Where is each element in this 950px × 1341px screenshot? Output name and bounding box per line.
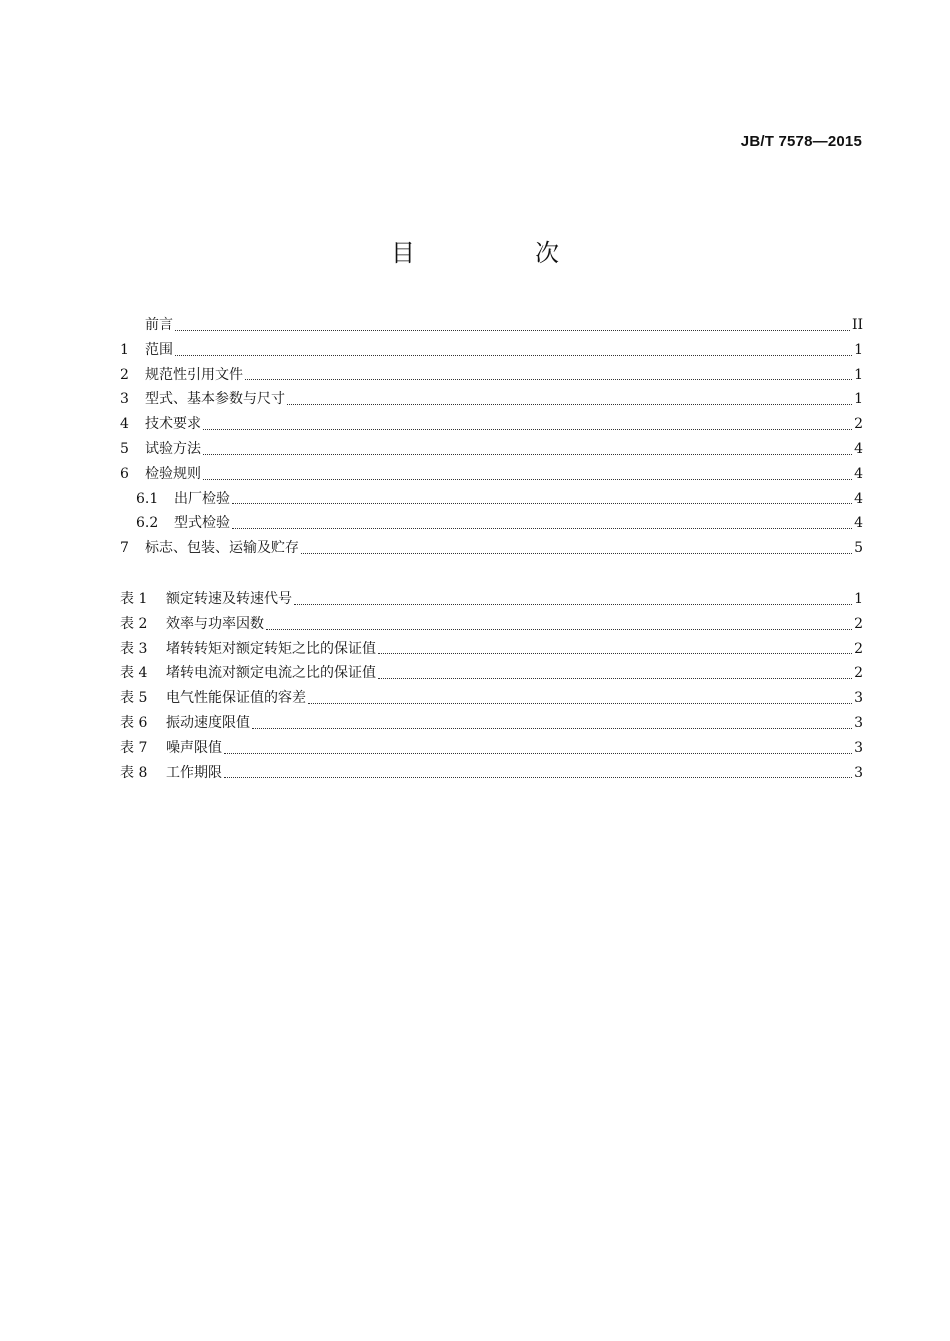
toc-entry-page: 4 [854,515,863,532]
table-title: 噪声限值 [166,739,222,756]
toc-entry-page: II [851,317,863,333]
table-number: 表 7 [120,739,148,756]
table-title: 堵转转矩对额定转矩之比的保证值 [166,640,376,657]
toc-entry-label: 型式检验 [174,515,230,532]
table-page: 2 [854,640,863,657]
table-page: 2 [854,615,863,632]
leader-dots [245,378,852,380]
table-page: 1 [854,591,863,607]
toc-entry-number: 6 [120,465,129,482]
toc-entry[interactable] [120,363,863,388]
leader-dots [294,603,852,605]
table-page: 3 [854,764,863,781]
leader-dots [224,776,852,778]
toc-table-entry[interactable] [120,637,863,662]
table-page: 3 [854,714,863,731]
toc-entry-label: 规范性引用文件 [145,366,243,383]
toc-entry-label: 型式、基本参数与尺寸 [145,391,285,408]
toc-entry[interactable] [120,437,863,462]
toc-entry-number: 4 [120,416,129,433]
toc-entry-page: 5 [854,540,863,557]
toc-table-entry[interactable] [120,587,863,612]
table-number: 表 6 [120,714,148,731]
table-number: 表 8 [120,764,148,781]
table-title: 效率与功率因数 [166,615,264,632]
toc-entry-page: 4 [854,465,863,482]
toc-subentry[interactable] [120,487,863,512]
toc-entry[interactable] [120,387,863,412]
toc-entry-label: 技术要求 [145,416,201,433]
toc-entry-number: 1 [120,341,129,358]
toc-entry-number: 7 [120,540,129,557]
leader-dots [203,428,852,430]
toc-entry-page: 1 [854,366,863,383]
leader-dots [203,453,852,455]
table-page: 3 [854,690,863,707]
leader-dots [203,478,852,480]
toc-tables-list [120,587,863,785]
leader-dots [232,527,852,529]
toc-entry-label: 出厂检验 [174,490,230,507]
leader-dots [378,652,852,654]
leader-dots [266,628,852,630]
toc-entry-page: 1 [854,391,863,408]
leader-dots [287,403,852,405]
leader-dots [301,552,852,554]
table-page: 3 [854,739,863,756]
toc-title: 目 次 [391,239,607,267]
toc-entry-page: 4 [854,490,863,507]
toc-table-entry[interactable] [120,612,863,637]
toc-entry-number: 5 [120,440,129,457]
table-title: 振动速度限值 [166,714,250,731]
table-title: 堵转电流对额定电流之比的保证值 [166,665,376,682]
toc-entry-page: 4 [854,440,863,457]
table-title: 工作期限 [166,764,222,781]
table-number: 表 2 [120,615,148,632]
toc-entry-number: 2 [120,366,129,383]
leader-dots [175,354,852,356]
toc-entry-label: 标志、包装、运输及贮存 [145,540,299,557]
leader-dots [308,702,852,704]
toc-entry[interactable] [120,313,863,338]
toc-table-entry[interactable] [120,761,863,786]
table-title: 电气性能保证值的容差 [166,690,306,707]
leader-dots [175,329,850,331]
leader-dots [378,677,852,679]
toc-entry-number: 6.2 [136,515,159,532]
toc-entry[interactable] [120,536,863,561]
toc-entry-label: 前言 [145,317,173,333]
leader-dots [232,502,852,504]
toc-entry[interactable] [120,412,863,437]
toc-entry-number: 6.1 [136,490,159,507]
toc-entry-label: 试验方法 [145,440,201,457]
toc-entry-label: 范围 [145,341,173,358]
toc-entry-label: 检验规则 [145,465,201,482]
table-number: 表 5 [120,690,148,707]
toc-table-entry[interactable] [120,736,863,761]
toc-table-entry[interactable] [120,686,863,711]
standard-code: JB/T 7578—2015 [740,133,862,150]
table-number: 表 3 [120,640,148,657]
leader-dots [252,727,852,729]
toc-table-entry[interactable] [120,661,863,686]
toc-table-entry[interactable] [120,711,863,736]
toc-entry-number: 3 [120,391,129,408]
toc-entry[interactable] [120,338,863,363]
table-page: 2 [854,665,863,682]
table-number: 表 1 [120,591,148,607]
table-title: 额定转速及转速代号 [166,591,292,607]
toc-entry-page: 1 [854,341,863,358]
toc-sections-list [120,313,863,561]
toc-subentry[interactable] [120,511,863,536]
table-number: 表 4 [120,665,148,682]
toc-entry[interactable] [120,462,863,487]
leader-dots [224,752,852,754]
toc-entry-page: 2 [854,416,863,433]
